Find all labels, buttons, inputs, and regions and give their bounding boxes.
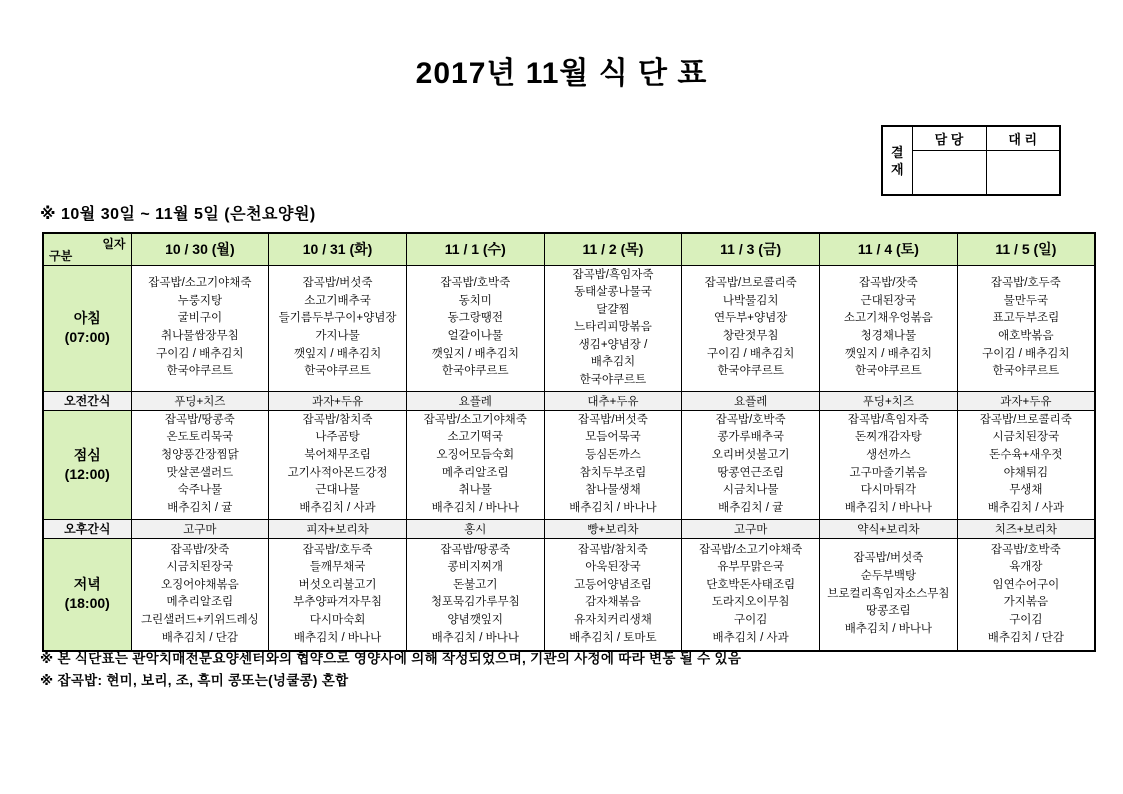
lunch-cell-0 <box>131 410 269 519</box>
menu-item: 양념깻잎지 <box>447 614 504 626</box>
menu-item: 잡곡밥/흑임자죽 <box>572 268 654 281</box>
menu-item: 참치두부조림 <box>579 466 647 479</box>
menu-item: 구이김 <box>734 614 768 626</box>
am_snack-cell-0: 푸딩+치즈 <box>131 391 269 410</box>
menu-item: 잡곡밥/호박죽 <box>990 543 1061 556</box>
menu-item: 굴비구이 <box>177 312 223 325</box>
menu-item: 잡곡밥/참치죽 <box>302 413 373 426</box>
dinner-cell-5 <box>820 538 958 651</box>
menu-item: 잡곡밥/땅콩죽 <box>164 413 235 426</box>
menu-item: 오징어모듬숙회 <box>436 449 515 462</box>
date-header-row <box>43 233 1095 265</box>
menu-item: 온도토리묵국 <box>166 431 234 444</box>
menu-item: 청양풍간장찜닭 <box>160 449 239 462</box>
menu-item: 육개장 <box>1009 561 1043 574</box>
lunch-cell-2 <box>406 410 544 519</box>
menu-item: 돈찌개감자탕 <box>855 431 922 444</box>
dinner-cell-0 <box>131 538 269 651</box>
menu-item: 가지나물 <box>315 330 360 343</box>
menu-item: 생선까스 <box>866 449 911 462</box>
menu-item: 배추김치 / 토마토 <box>569 631 657 644</box>
menu-item: 유부무맑은국 <box>717 561 784 574</box>
menu-item: 잡곡밥/소고기야채죽 <box>699 543 803 556</box>
menu-item: 등심돈까스 <box>585 449 641 462</box>
menu-item: 누룽지탕 <box>177 294 223 307</box>
menu-item: 메추리알조림 <box>166 596 234 609</box>
menu-item: 고등어양념조림 <box>574 578 652 591</box>
menu-item: 취나물 <box>458 484 492 497</box>
am_snack-row <box>43 391 1095 410</box>
menu-item: 단호박돈사태조림 <box>706 578 796 591</box>
menu-item: 배추김치 / 바나나 <box>293 631 382 644</box>
menu-item: 잡곡밥/호두죽 <box>990 277 1061 290</box>
menu-item: 들깨무채국 <box>309 561 366 574</box>
menu-item: 배추김치 / 귤 <box>718 501 784 514</box>
menu-item: 고기사적아몬드강정 <box>287 466 388 479</box>
menu-item: 땅콩조림 <box>866 605 911 618</box>
menu-item: 잡곡밥/브로콜리죽 <box>979 413 1072 426</box>
menu-item: 물만두국 <box>1003 294 1049 307</box>
corner-label-date: 일자 <box>102 237 126 251</box>
menu-item: 잡곡밥/호두죽 <box>302 543 373 556</box>
menu-item: 애호박볶음 <box>998 330 1054 343</box>
am_snack-cell-2: 요플레 <box>406 391 544 410</box>
breakfast-cell-5 <box>820 265 958 391</box>
menu-item: 야채튀김 <box>1003 466 1049 479</box>
dinner-cell-2 <box>406 538 544 651</box>
row-label-am_snack: 오전간식 <box>43 391 131 410</box>
menu-item: 구이김 / 배추김치 <box>156 347 244 360</box>
menu-item: 느타리피망볶음 <box>574 321 652 334</box>
menu-item: 배추김치 / 사과 <box>987 501 1064 514</box>
menu-item: 맛살콘샐러드 <box>166 466 234 479</box>
date-header-0: 10 / 30 (월) <box>131 233 269 265</box>
date-header-3: 11 / 2 (목) <box>544 233 682 265</box>
menu-item: 땅콩연근조림 <box>717 466 784 479</box>
menu-item: 콩가루배추국 <box>717 431 784 444</box>
menu-item: 부추양파겨자무침 <box>293 596 382 609</box>
date-range-subtitle: ※ 10월 30일 ~ 11월 5일 (은천요양원) <box>40 206 316 223</box>
approval-column-daeri: 대 리 <box>986 126 1060 150</box>
am_snack-cell-6: 과자+두유 <box>957 391 1095 410</box>
menu-item: 동그랑땡전 <box>447 312 504 325</box>
date-header-1: 10 / 31 (화) <box>269 233 407 265</box>
breakfast-cell-6 <box>957 265 1095 391</box>
corner-label-category: 구분 <box>49 248 73 263</box>
menu-item: 배추김치 / 사과 <box>299 501 376 514</box>
menu-item: 감자채볶음 <box>585 596 641 609</box>
menu-item: 다시마튀각 <box>860 484 917 497</box>
menu-item: 브로컬리흑임자소스무침 <box>827 587 950 600</box>
menu-item: 얼갈이나물 <box>447 330 504 343</box>
menu-item: 순두부백탕 <box>860 570 917 583</box>
approval-stamp-char-1: 결 <box>890 144 904 160</box>
approval-signature-cell-2 <box>986 150 1060 195</box>
breakfast-row <box>43 265 1095 391</box>
date-header-6: 11 / 5 (일) <box>957 233 1095 265</box>
menu-item: 구이김 <box>1009 614 1043 626</box>
dinner-cell-3 <box>544 538 682 651</box>
menu-item: 잡곡밥/소고기야채죽 <box>148 277 252 290</box>
footnote-2: ※ 잡곡밥: 현미, 보리, 조, 흑미 콩또는(넝쿨콩) 혼합 <box>40 673 349 688</box>
am_snack-cell-4: 요플레 <box>682 391 820 410</box>
row-label-pm_snack: 오후간식 <box>43 519 131 538</box>
dinner-cell-1 <box>269 538 407 651</box>
menu-item: 잡곡밥/브로콜리죽 <box>704 277 797 290</box>
menu-item: 청포묵김가루무침 <box>430 596 520 609</box>
dinner-cell-4 <box>682 538 820 651</box>
menu-item: 배추김치 / 바나나 <box>431 631 519 644</box>
dinner-row <box>43 538 1095 651</box>
menu-item: 잡곡밥/호박죽 <box>440 277 511 290</box>
menu-item: 오징어야채볶음 <box>160 578 239 591</box>
menu-item: 근대나물 <box>315 484 360 497</box>
menu-item: 소고기떡국 <box>447 431 504 444</box>
menu-item: 잡곡밥/잣죽 <box>170 543 230 556</box>
menu-item: 북어채무조림 <box>304 449 371 462</box>
menu-table <box>42 232 1096 652</box>
menu-item: 한국야쿠르트 <box>579 374 647 387</box>
menu-item: 취나물쌈장무침 <box>160 330 239 343</box>
lunch-cell-5 <box>820 410 958 519</box>
menu-item: 나주곰탕 <box>315 431 360 444</box>
menu-item: 배추김치 / 바나나 <box>569 501 657 514</box>
menu-item: 잡곡밥/소고기야채죽 <box>423 413 527 426</box>
menu-item: 달걀찜 <box>596 303 630 316</box>
menu-item: 시금치나물 <box>722 484 779 497</box>
pm_snack-cell-1: 피자+보리차 <box>269 519 407 538</box>
menu-item: 고구마줄기볶음 <box>849 466 928 479</box>
lunch-cell-1 <box>269 410 407 519</box>
approval-stamp-char-2: 재 <box>890 161 904 177</box>
lunch-cell-4 <box>682 410 820 519</box>
menu-item: 버섯오리불고기 <box>298 578 377 591</box>
menu-item: 동치미 <box>458 294 492 307</box>
menu-item: 근대된장국 <box>860 294 917 307</box>
menu-item: 배추김치 / 바나나 <box>844 622 933 635</box>
lunch-cell-3 <box>544 410 682 519</box>
menu-item: 들기름두부구이+양념장 <box>278 312 397 325</box>
menu-item: 다시마숙회 <box>309 614 366 626</box>
pm_snack-cell-3: 빵+보리차 <box>544 519 682 538</box>
row-label-breakfast: 아침 (07:00) <box>43 265 131 391</box>
breakfast-cell-0 <box>131 265 269 391</box>
menu-item: 유자치커리생채 <box>574 614 652 626</box>
menu-item: 임연수어구이 <box>992 578 1060 591</box>
menu-item: 배추김치 / 단감 <box>161 631 238 644</box>
menu-item: 잡곡밥/땅콩죽 <box>440 543 511 556</box>
menu-item: 한국야쿠르트 <box>304 365 371 378</box>
menu-item: 깻잎지 / 배추김치 <box>293 347 382 360</box>
date-header-4: 11 / 3 (금) <box>682 233 820 265</box>
breakfast-cell-1 <box>269 265 407 391</box>
menu-item: 돈불고기 <box>453 578 498 591</box>
am_snack-cell-1: 과자+두유 <box>269 391 407 410</box>
menu-item: 잡곡밥/참치죽 <box>578 543 648 556</box>
am_snack-cell-5: 푸딩+치즈 <box>820 391 958 410</box>
menu-item: 나박물김치 <box>722 294 779 307</box>
menu-item: 잡곡밥/버섯죽 <box>853 552 924 565</box>
row-label-dinner: 저녁 (18:00) <box>43 538 131 651</box>
breakfast-cell-2 <box>406 265 544 391</box>
footnote-1: ※ 본 식단표는 관악치매전문요양센터와의 협약으로 영양사에 의해 작성되었으며, 기관의 사정에 따라 변동 될 수 있음 <box>40 651 742 666</box>
menu-item: 소고기채우엉볶음 <box>843 312 933 325</box>
menu-item: 도라지오이무침 <box>711 596 790 609</box>
menu-item: 시금치된장국 <box>992 431 1060 444</box>
menu-item: 구이김 / 배추김치 <box>982 347 1070 360</box>
menu-item: 콩비지찌개 <box>447 561 504 574</box>
menu-item: 숙주나물 <box>177 484 223 497</box>
approval-stamp-label <box>882 126 912 195</box>
page-title: 2017년 11월 식 단 표 <box>415 57 708 90</box>
menu-item: 잡곡밥/호박죽 <box>715 413 786 426</box>
menu-item: 배추김치 / 바나나 <box>844 501 933 514</box>
menu-item: 모듬어묵국 <box>585 431 641 444</box>
menu-item: 배추김치 / 귤 <box>167 501 233 514</box>
pm_snack-cell-5: 약식+보리차 <box>820 519 958 538</box>
menu-item: 소고기배추국 <box>304 294 371 307</box>
row-label-lunch: 점심 (12:00) <box>43 410 131 519</box>
menu-item: 돈수육+새우젓 <box>989 449 1063 462</box>
menu-item: 가지볶음 <box>1003 596 1049 609</box>
approval-signature-cell-1 <box>912 150 986 195</box>
pm_snack-cell-4: 고구마 <box>682 519 820 538</box>
menu-item: 메추리알조림 <box>441 466 509 479</box>
menu-item: 한국야쿠르트 <box>441 365 509 378</box>
approval-column-damdang: 담 당 <box>912 126 986 150</box>
menu-item: 한국야쿠르트 <box>992 365 1060 378</box>
menu-item: 구이김 / 배추김치 <box>706 347 795 360</box>
pm_snack-cell-0: 고구마 <box>131 519 269 538</box>
am_snack-cell-3: 대추+두유 <box>544 391 682 410</box>
pm_snack-row <box>43 519 1095 538</box>
menu-item: 시금치된장국 <box>166 561 234 574</box>
footnotes <box>40 648 741 692</box>
pm_snack-cell-2: 홍시 <box>406 519 544 538</box>
menu-item: 한국야쿠르트 <box>855 365 922 378</box>
lunch-row <box>43 410 1095 519</box>
menu-item: 표고두부조림 <box>992 312 1060 325</box>
dinner-cell-6 <box>957 538 1095 651</box>
lunch-cell-6 <box>957 410 1095 519</box>
breakfast-cell-3 <box>544 265 682 391</box>
menu-item: 참나물생채 <box>585 484 641 497</box>
menu-item: 배추김치 / 바나나 <box>431 501 519 514</box>
menu-item: 한국야쿠르트 <box>717 365 784 378</box>
menu-item: 깻잎지 / 배추김치 <box>431 347 519 360</box>
menu-item: 배추김치 / 단감 <box>987 631 1064 644</box>
menu-item: 그린샐러드+키위드레싱 <box>140 614 259 626</box>
menu-item: 잡곡밥/잣죽 <box>858 277 918 290</box>
breakfast-cell-4 <box>682 265 820 391</box>
menu-item: 한국야쿠르트 <box>166 365 234 378</box>
menu-item: 동태살콩나물국 <box>574 286 652 299</box>
menu-item: 잡곡밥/버섯죽 <box>578 413 648 426</box>
menu-item: 생김+양념장 / <box>578 338 648 351</box>
approval-box <box>881 125 1061 196</box>
corner-cell <box>43 233 131 265</box>
menu-item: 무생채 <box>1009 484 1043 497</box>
menu-item: 청경채나물 <box>860 330 917 343</box>
menu-item: 오리버섯불고기 <box>711 449 790 462</box>
menu-item: 배추김치 / 사과 <box>712 631 789 644</box>
menu-item: 잡곡밥/버섯죽 <box>302 277 373 290</box>
menu-item: 배추김치 <box>590 356 636 369</box>
menu-item: 아욱된장국 <box>585 561 641 574</box>
date-header-5: 11 / 4 (토) <box>820 233 958 265</box>
menu-item: 연두부+양념장 <box>713 312 788 325</box>
menu-item: 잡곡밥/흑임자죽 <box>847 413 929 426</box>
pm_snack-cell-6: 치즈+보리차 <box>957 519 1095 538</box>
date-header-2: 11 / 1 (수) <box>406 233 544 265</box>
menu-item: 창란젓무침 <box>722 330 779 343</box>
menu-item: 깻잎지 / 배추김치 <box>844 347 933 360</box>
